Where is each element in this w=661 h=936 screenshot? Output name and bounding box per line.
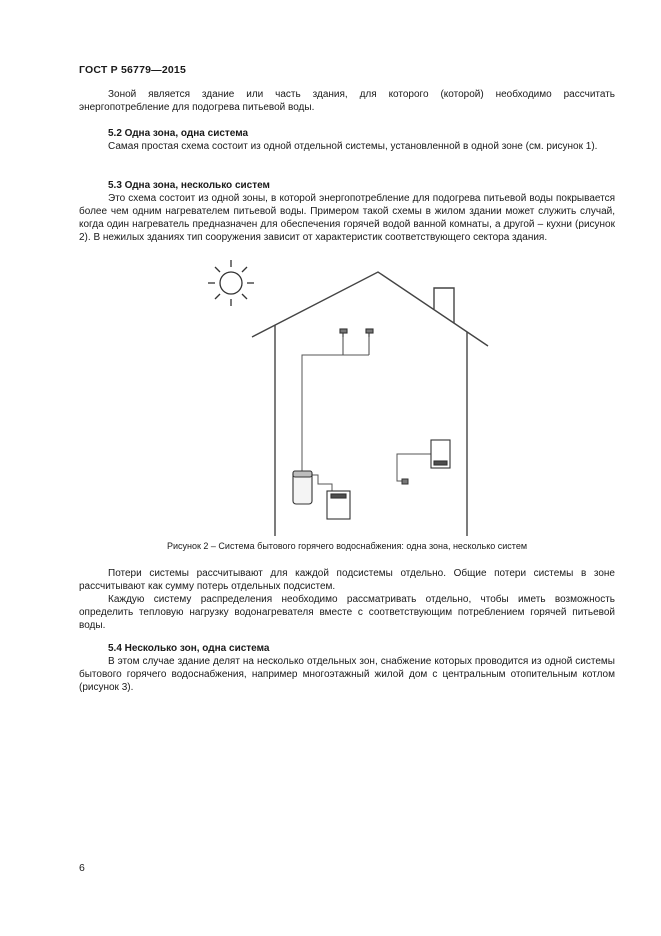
document-code-header: ГОСТ Р 56779—2015 bbox=[79, 64, 187, 76]
losses-paragraphs bbox=[79, 567, 615, 632]
losses-text-1: Потери системы рассчитывают для каждой подсистемы отдельно. Общие потери системы в зоне рассчитывают как сумму потерь отдельных подсистем. bbox=[79, 568, 615, 592]
wall-mounted-water-heater bbox=[431, 440, 450, 468]
intro-paragraph bbox=[79, 88, 615, 114]
hot-water-pipes bbox=[302, 355, 431, 491]
tap-icon bbox=[366, 329, 373, 355]
section-5-3-text: Это схема состоит из одной зоны, в которой энергопотребление для подогрева питьевой воды покрывается более чем одним нагревателем питьевой воды. Примером такой схемы в жилом здании может служить случай, когда один нагреватель предназначен для обеспечения горячей водой ванной комнаты, а другой – кухни (рисунок 2). В нежилых зданиях тип сооружения зависит от характеристик соответствующего сектора здания. bbox=[79, 193, 615, 243]
section-5-3-heading: 5.3 Одна зона, несколько систем bbox=[108, 180, 270, 191]
losses-text-2: Каждую систему распределения необходимо рассматривать отдельно, чтобы иметь возможность определить тепловую нагрузку водонагревателя вместе с соответствующим потреблением горячей питьевой воды. bbox=[79, 594, 615, 631]
storage-water-heater bbox=[293, 471, 312, 504]
figure-caption: Рисунок 2 – Система бытового горячего водоснабжения: одна зона, несколько систем bbox=[166, 541, 528, 551]
boiler bbox=[327, 491, 350, 519]
section-5-4-paragraph bbox=[79, 655, 615, 694]
section-5-2-paragraph bbox=[79, 140, 615, 153]
section-5-2-text: Самая простая схема состоит из одной отдельной системы, установленной в одной зоне (см. рисунок 1). bbox=[108, 141, 598, 152]
intro-text: Зоной является здание или часть здания, для которого (которой) необходимо рассчитать энергопотребление для подогрева питьевой воды. bbox=[79, 89, 615, 113]
kitchen-tap-icon bbox=[402, 479, 408, 484]
sun-icon bbox=[208, 260, 254, 306]
section-5-4-heading: 5.4 Несколько зон, одна система bbox=[108, 643, 270, 654]
section-5-3-paragraph bbox=[79, 192, 615, 244]
tap-icon bbox=[340, 329, 347, 355]
section-5-4-text: В этом случае здание делят на несколько отдельных зон, снабжение которых проводится из одной системы бытового горячего водоснабжения, например многоэтажный жилой дом с центральным отопительным котлом (рисунок 3). bbox=[79, 656, 615, 693]
page-number: 6 bbox=[79, 862, 85, 874]
chimney bbox=[434, 288, 454, 323]
house-outline bbox=[252, 272, 488, 536]
section-5-2-heading: 5.2 Одна зона, одна система bbox=[108, 128, 249, 139]
house-hot-water-diagram bbox=[180, 253, 500, 543]
